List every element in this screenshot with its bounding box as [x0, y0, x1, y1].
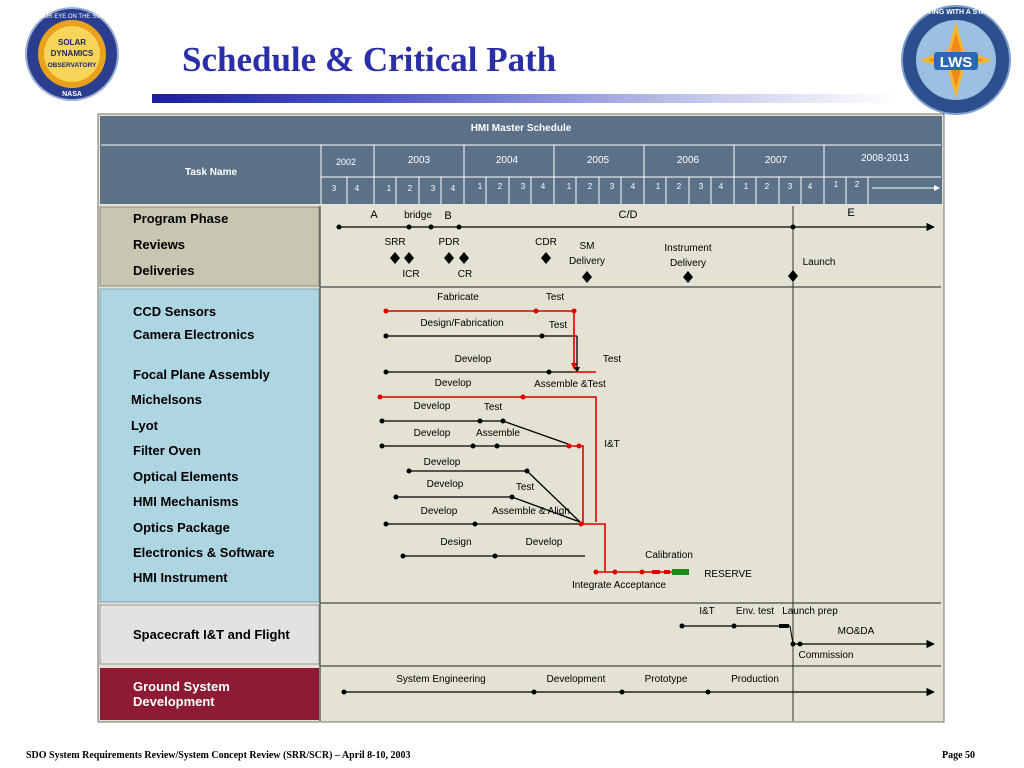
instrument-delivery-label-1: Instrument	[664, 243, 712, 254]
quarter: 4	[807, 182, 813, 191]
page-number: Page 50	[942, 750, 976, 761]
quarter: 2	[587, 182, 593, 191]
task-focal-plane-assembly: Focal Plane Assembly	[133, 367, 270, 382]
task-lyot: Lyot	[131, 418, 158, 433]
quarter: 3	[520, 182, 526, 191]
task-optics-package: Optics Package	[133, 520, 230, 535]
year-2006: 2006	[676, 155, 700, 166]
task-electronics-software: Electronics & Software	[133, 545, 275, 560]
cdr-label: CDR	[535, 237, 557, 248]
sdo-logo-line3: OBSERVATORY	[47, 62, 97, 69]
gs-system-engineering-label: System Engineering	[396, 674, 486, 685]
quarter: 3	[698, 182, 704, 191]
quarter: 1	[655, 182, 661, 191]
calibration-label: Calibration	[645, 550, 693, 561]
calibration-marker	[652, 570, 660, 574]
quarter: 2	[676, 182, 682, 191]
quarter: 1	[386, 184, 392, 193]
package-assemble-align-label: Assemble & Align	[492, 506, 570, 517]
quarter: 3	[331, 184, 337, 193]
task-deliveries: Deliveries	[133, 263, 195, 278]
fpa-develop-label: Develop	[454, 354, 492, 365]
header-task-name: Task Name	[184, 167, 238, 178]
task-spacecraft-it-flight: Spacecraft I&T and Flight	[133, 627, 290, 642]
launch-label: Launch	[802, 257, 836, 268]
sdo-logo-line2: DYNAMICS	[50, 49, 94, 58]
instrument-delivery-label-2: Delivery	[669, 258, 707, 269]
michelson-assemble-test-label: Assemble &Test	[534, 379, 606, 390]
quarter: 1	[743, 182, 749, 191]
srr-label: SRR	[384, 237, 406, 248]
it-label: I&T	[604, 439, 620, 450]
quarter: 1	[477, 182, 483, 191]
sdo-logo-line1: SOLAR	[58, 38, 86, 47]
quarter: 4	[450, 184, 456, 193]
sc-it-label: I&T	[699, 606, 715, 617]
quarter: 3	[430, 184, 436, 193]
cr-label: CR	[457, 269, 473, 280]
year-2002: 2002	[335, 157, 357, 167]
lws-logo-ring: LIVING WITH A STAR	[920, 9, 992, 16]
header-banner: HMI Master Schedule	[470, 123, 572, 134]
mo-da-label: MO&DA	[837, 626, 875, 637]
oven-develop-label: Develop	[413, 428, 451, 439]
michelson-develop-label: Develop	[434, 378, 472, 389]
sc-env-test-label: Env. test	[735, 606, 775, 617]
sm-delivery-label-2: Delivery	[568, 256, 606, 267]
pdr-label: PDR	[438, 237, 460, 248]
optical-develop-label: Develop	[423, 457, 461, 468]
quarter: 2	[764, 182, 770, 191]
mechanisms-test-label: Test	[515, 482, 535, 493]
mechanisms-develop-label: Develop	[426, 479, 464, 490]
phase-cd-label: C/D	[618, 209, 638, 221]
gs-prototype-label: Prototype	[644, 674, 688, 685]
lws-logo-center: LWS	[939, 54, 973, 71]
camera-test-label: Test	[548, 320, 568, 331]
ccd-fabricate-label: Fabricate	[437, 292, 479, 303]
task-reviews: Reviews	[133, 237, 186, 252]
task-michelsons: Michelsons	[131, 392, 202, 407]
sdo-logo-ring: OUR EYE ON THE SUN	[39, 14, 105, 20]
year-2003: 2003	[407, 155, 431, 166]
quarter: 2	[854, 180, 860, 189]
quarter: 2	[407, 184, 413, 193]
commission-label: Commission	[798, 650, 854, 661]
sc-launch-prep-label: Launch prep	[782, 606, 838, 617]
footer-left: SDO System Requirements Review/System Concept Review (SRR/SCR) – April 8-10, 2003	[26, 750, 411, 761]
calibration-marker-2	[664, 570, 670, 574]
gs-development-label: Development	[546, 674, 606, 685]
electronics-design-label: Design	[440, 537, 472, 548]
task-hmi-mechanisms: HMI Mechanisms	[133, 494, 239, 509]
reserve-label: RESERVE	[704, 569, 752, 580]
page-title: Schedule & Critical Path	[182, 40, 557, 79]
ccd-test-label: Test	[545, 292, 565, 303]
quarter: 1	[833, 180, 839, 189]
fpa-test-label: Test	[602, 354, 622, 365]
task-ground-system: Ground System	[133, 679, 230, 694]
camera-design-label: Design/Fabrication	[420, 318, 504, 329]
year-2008-2013: 2008-2013	[861, 153, 909, 164]
sdo-logo-agency: NASA	[62, 91, 82, 98]
oven-assemble-label: Assemble	[476, 428, 520, 439]
task-ground-development: Development	[133, 694, 215, 709]
integrate-acceptance-label: Integrate Acceptance	[572, 580, 666, 591]
year-2007: 2007	[764, 155, 788, 166]
task-hmi-instrument: HMI Instrument	[133, 570, 228, 585]
quarter: 4	[718, 182, 724, 191]
lyot-develop-label: Develop	[413, 401, 451, 412]
gs-production-label: Production	[731, 674, 779, 685]
sm-delivery-label-1: SM	[579, 241, 595, 252]
electronics-develop-label: Develop	[525, 537, 563, 548]
task-optical-elements: Optical Elements	[133, 469, 239, 484]
quarter: 4	[630, 182, 636, 191]
task-program-phase: Program Phase	[133, 211, 229, 226]
task-ccd-sensors: CCD Sensors	[133, 304, 217, 319]
phase-e-label: E	[847, 207, 855, 219]
lyot-test-label: Test	[483, 402, 503, 413]
quarter: 3	[609, 182, 615, 191]
year-2005: 2005	[586, 155, 610, 166]
package-develop-label: Develop	[420, 506, 458, 517]
bridge-label: bridge	[404, 210, 432, 221]
quarter: 1	[566, 182, 572, 191]
task-camera-electronics: Camera Electronics	[133, 327, 255, 342]
quarter: 4	[540, 182, 546, 191]
phase-b-label: B	[444, 210, 452, 222]
phase-a-label: A	[370, 209, 378, 221]
quarter: 3	[787, 182, 793, 191]
reserve-bar	[672, 569, 689, 575]
quarter: 2	[497, 182, 503, 191]
year-2004: 2004	[495, 155, 519, 166]
icr-label: ICR	[402, 269, 420, 280]
task-filter-oven: Filter Oven	[133, 443, 201, 458]
quarter: 4	[354, 184, 360, 193]
